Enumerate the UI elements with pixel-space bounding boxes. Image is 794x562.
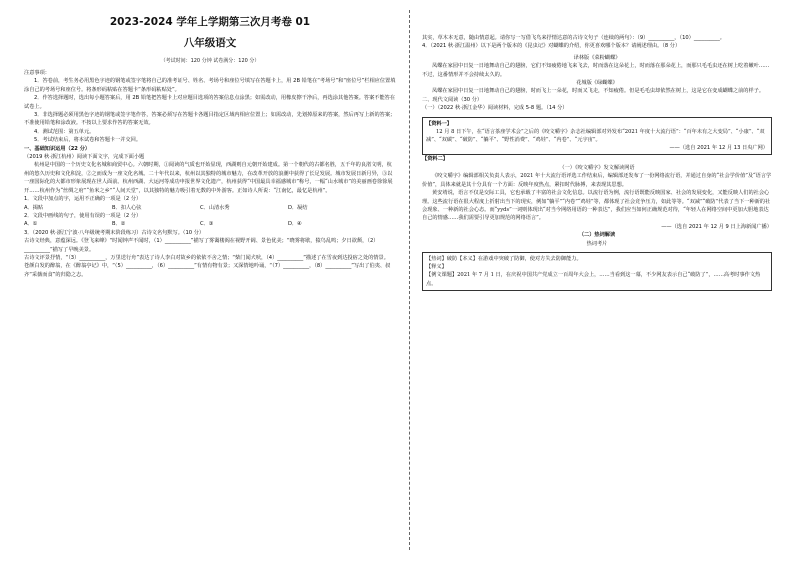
option-a[interactable]: A．① — [24, 221, 38, 228]
option-c[interactable]: C．山清水秀 — [200, 204, 230, 211]
material1-text: 12 月 8 日下午，在“语言茶座学术会”之后的《咬文嚼字》杂志社编辑部对外发布“2021 年度十大流行语”：“百年未有之大变局”、“小康”、“双减”、“双碳”、“破防”、“躺平”、“野性消费”、“鸡娃”、“内卷”、“元宇宙”。 — [426, 128, 765, 144]
q1-2-options — [24, 220, 396, 228]
version1-text: 凤蝶在家园中日复一日地舞动自己的翅膀，它们不知疲倦地飞来飞去，时而落在这朵花上，时而落在那朵花上，而那只毛毛虫还在树上吃着嫩叶……不过，这番情形并不会持续太久的。 — [422, 63, 770, 78]
q4-stem: 4．（2021 秋·浙江温州）以下是两个版本的《昆虫记》对蝴蝶的介绍，你更喜欢哪个版本？请阐述理由。（8 分） — [422, 43, 681, 50]
option-b[interactable]: B．扣人心弦 — [112, 204, 142, 211]
material2-para-2: 黄安靖说，语言不仅是交际工具，它也承载了丰富的社会文化信息。以流行语为例，流行语既能反映国家、社会的发展变化，又能反映人们的社会心理。这些流行语在很大程度上折射出当下的现实，例如“躺平”“内卷”“鸡娃”等，都体现了社会竞争压力，如此等等。“双减”“破防”代表了当下一种新的社会现象、一种新的社会心态。而“yyds”一词则体现出“对当今网络用语的一种表达”，我们应当如何正确规范对待，“年轻人在网络空间中更加大胆地表达自己的情感……我们需要引导更加规范的网络语言”。 — [422, 190, 771, 222]
hotword-box — [422, 252, 772, 291]
notes-item-3: 3．非选择题必须用黑色字迹的钢笔或签字笔作答，答案必须写在答题卡各题目指定区域内相应位置上；如需改动，先划掉原来的答案，然后再写上新的答案；不准使用铅笔和涂改液。不按以上要求作答的答案无效。 — [24, 112, 396, 127]
q3-continuation: 其实，草木本无意，随由情意起。请你写一写借飞鸟来抒情达意的古诗文句子（连续的两句）：（9）__________，（10）__________。 — [422, 35, 725, 41]
option-d[interactable]: D．④ — [288, 221, 302, 228]
section2-heading: 二、现代文阅读（30 分） — [422, 96, 483, 103]
material1-box — [422, 117, 772, 156]
option-d[interactable]: D．凝结 — [288, 204, 308, 211]
exam-title: 2023-2024 学年上学期第三次月考卷 01 — [109, 16, 311, 28]
left-column — [24, 8, 396, 279]
version2-title: 花城版《绿蝴蝶》 — [576, 80, 618, 87]
option-a[interactable]: A．揭贴 — [24, 204, 44, 211]
exam-subtitle: 八年级语文 — [183, 37, 237, 49]
hotword-line-2: 【释义】 — [426, 264, 447, 271]
section1-heading: 一、基础知识运用（22 分） — [24, 145, 91, 152]
exam-meta: （考试时间：120 分钟 试卷满分：120 分） — [160, 58, 260, 64]
q1-intro: （2019 秋·浙江杭州）阅读下面文字，完成下面小题 — [24, 154, 145, 161]
option-c[interactable]: C．③ — [200, 221, 214, 228]
notes-item-1: 1．答卷前，考生务必用黑色字迹的钢笔或签字笔将自己的准考证号、姓名、考场号和座位号填写在答题卡上，用 2B 铅笔在“考场号”和“座位号”栏相应位置填涂自己的考场号和座位号。将条形码粘贴在答题卡“条形码粘贴处”。 — [24, 78, 396, 93]
notes-item-4: 4．测试范围：第五单元。 — [34, 128, 95, 135]
q1-2-stem: 2．文段中画线的句子，使用有误的一项是（2 分） — [24, 212, 142, 219]
notes-heading: 注意事项： — [24, 70, 50, 76]
material2-source: ——（选自 2021 年 12 月 9 日上海新闻广播） — [661, 223, 772, 230]
q1-1-options — [24, 204, 396, 212]
q1-1-stem: 1．文段中加点的字，运用不正确的一项是（2 分） — [24, 196, 142, 203]
material2-subtitle-3: 热词考片 — [586, 240, 608, 247]
right-column — [422, 8, 772, 291]
version2-text: 凤蝶在家园中日复一日地舞动自己的翅膀，时而飞上一朵花，时而又飞走，不知疲倦。但是毛毛虫却依然在树上，这是它在变成蝴蝶之前的样子。 — [432, 88, 765, 95]
hotword-line-1: 【热词】破防【本义】在游戏中突破了防御，使对方失去防御能力。 — [426, 255, 582, 262]
q1-passage: 杭州是中国的一个历史文化名城和商贸中心。六朝时期，①阅读的气质也开始显现，西湖则自元朝开始建成。第一个朝代的古都名胜，五千年的良渚文明，杭州的悠久历史和文化积淀，②之而成为一座文化名城。二十年代以来，杭州以其独特的城市魅力，在改革开放的浪潮中获得了长足发展。城市发展日新月异，③以一座国际化的大都市形象展现在世人面前。杭州西湖、大运河等成功申报世界文化遗产，杭州获得“中国最具幸福感城市”称号，一幅“山水城市”的美丽画卷徐徐展开……杭州作为“丝绸之府”“鱼米之乡”“人间天堂”，以其独特的魅力吸引着无数的中外游客。正如诗人所说：“江南忆，最忆是杭州”。 — [24, 162, 393, 194]
material1-source: ——（选自 2021 年 12 月 13 日央广网） — [669, 145, 768, 152]
section2-sub: （一）（2022 秋·浙江金华）阅读材料，完成 5-8 题。（14 分） — [422, 105, 568, 112]
q3-stem: 3．（2020 秋·浙江宁波·八年级统考期末阶段练习）古诗文名句默写。（10 分） — [24, 229, 205, 236]
hotword-line-3: 【例文课题】2021 年 7 月 1 日，在庆祝中国共产党成立一百周年大会上，……当看到这一幕，不少网友表示自己“破防了”，……高考时事作文热点。 — [426, 272, 761, 287]
version1-title: 译林版《菜粉蝴蝶》 — [573, 54, 621, 61]
material2-subtitle-2: （二）热词解读 — [578, 232, 616, 239]
notes-item-2: 2．作答选择题时，选出每小题答案后，用 2B 铅笔把答题卡上对应题目选项的答案信息点涂黑；如需改动，用橡皮擦干净后，再选涂其他答案。答案不能答在试卷上。 — [24, 95, 396, 110]
material1-label: 【资料一】 — [426, 120, 452, 127]
column-divider — [409, 10, 410, 550]
notes-item-5: 5．考试结束后，将本试卷和答题卡一并交回。 — [34, 137, 142, 144]
material2-para-1: 《咬文嚼字》编辑部相关负责人表示，2021 年十大流行语评选工作结束后，编辑部还发布了一份网络流行语，并通过自身的“社会学价值”及“语言学价值”，具体来就是其十分具有一个方面：反映年度热点，紧扣时代脉搏，来表现其思想。 — [422, 173, 772, 188]
material2-label: 【资料二】 — [422, 156, 448, 163]
option-b[interactable]: B．② — [112, 221, 126, 228]
q3-line-1: 古诗文经典，意蕴深远。《登飞来峰》“时闻钟声不闻时，（1）__________”描写了雾霭楼阁在视野开阔、景色优美；“晓雾将歇，猿鸟乱鸣；夕日欲颓，（2）__________”描写了早晚美景。 — [24, 238, 379, 253]
q3-line-3: 苍颜白发的醉翁，在《醉翁亭记》中，“（5）__________，（6）__________”有情有物有景；又深情地吟诵，“（7）__________，（8）__________”写出了伯夷、叔齐“采薇而食”的归隐之志。 — [24, 263, 391, 278]
material2-subtitle: （一）《咬文嚼字》发文解读网语 — [559, 164, 635, 171]
notes-section — [24, 69, 396, 145]
q3-line-2: 古诗文评景抒情，“（3）__________，万里送行舟”表达了诗人李白对故乡的依依不舍之情；“柴门闻犬吠，（4）__________”描述了在雪夜到达投宿之处的情景。 — [24, 254, 389, 261]
